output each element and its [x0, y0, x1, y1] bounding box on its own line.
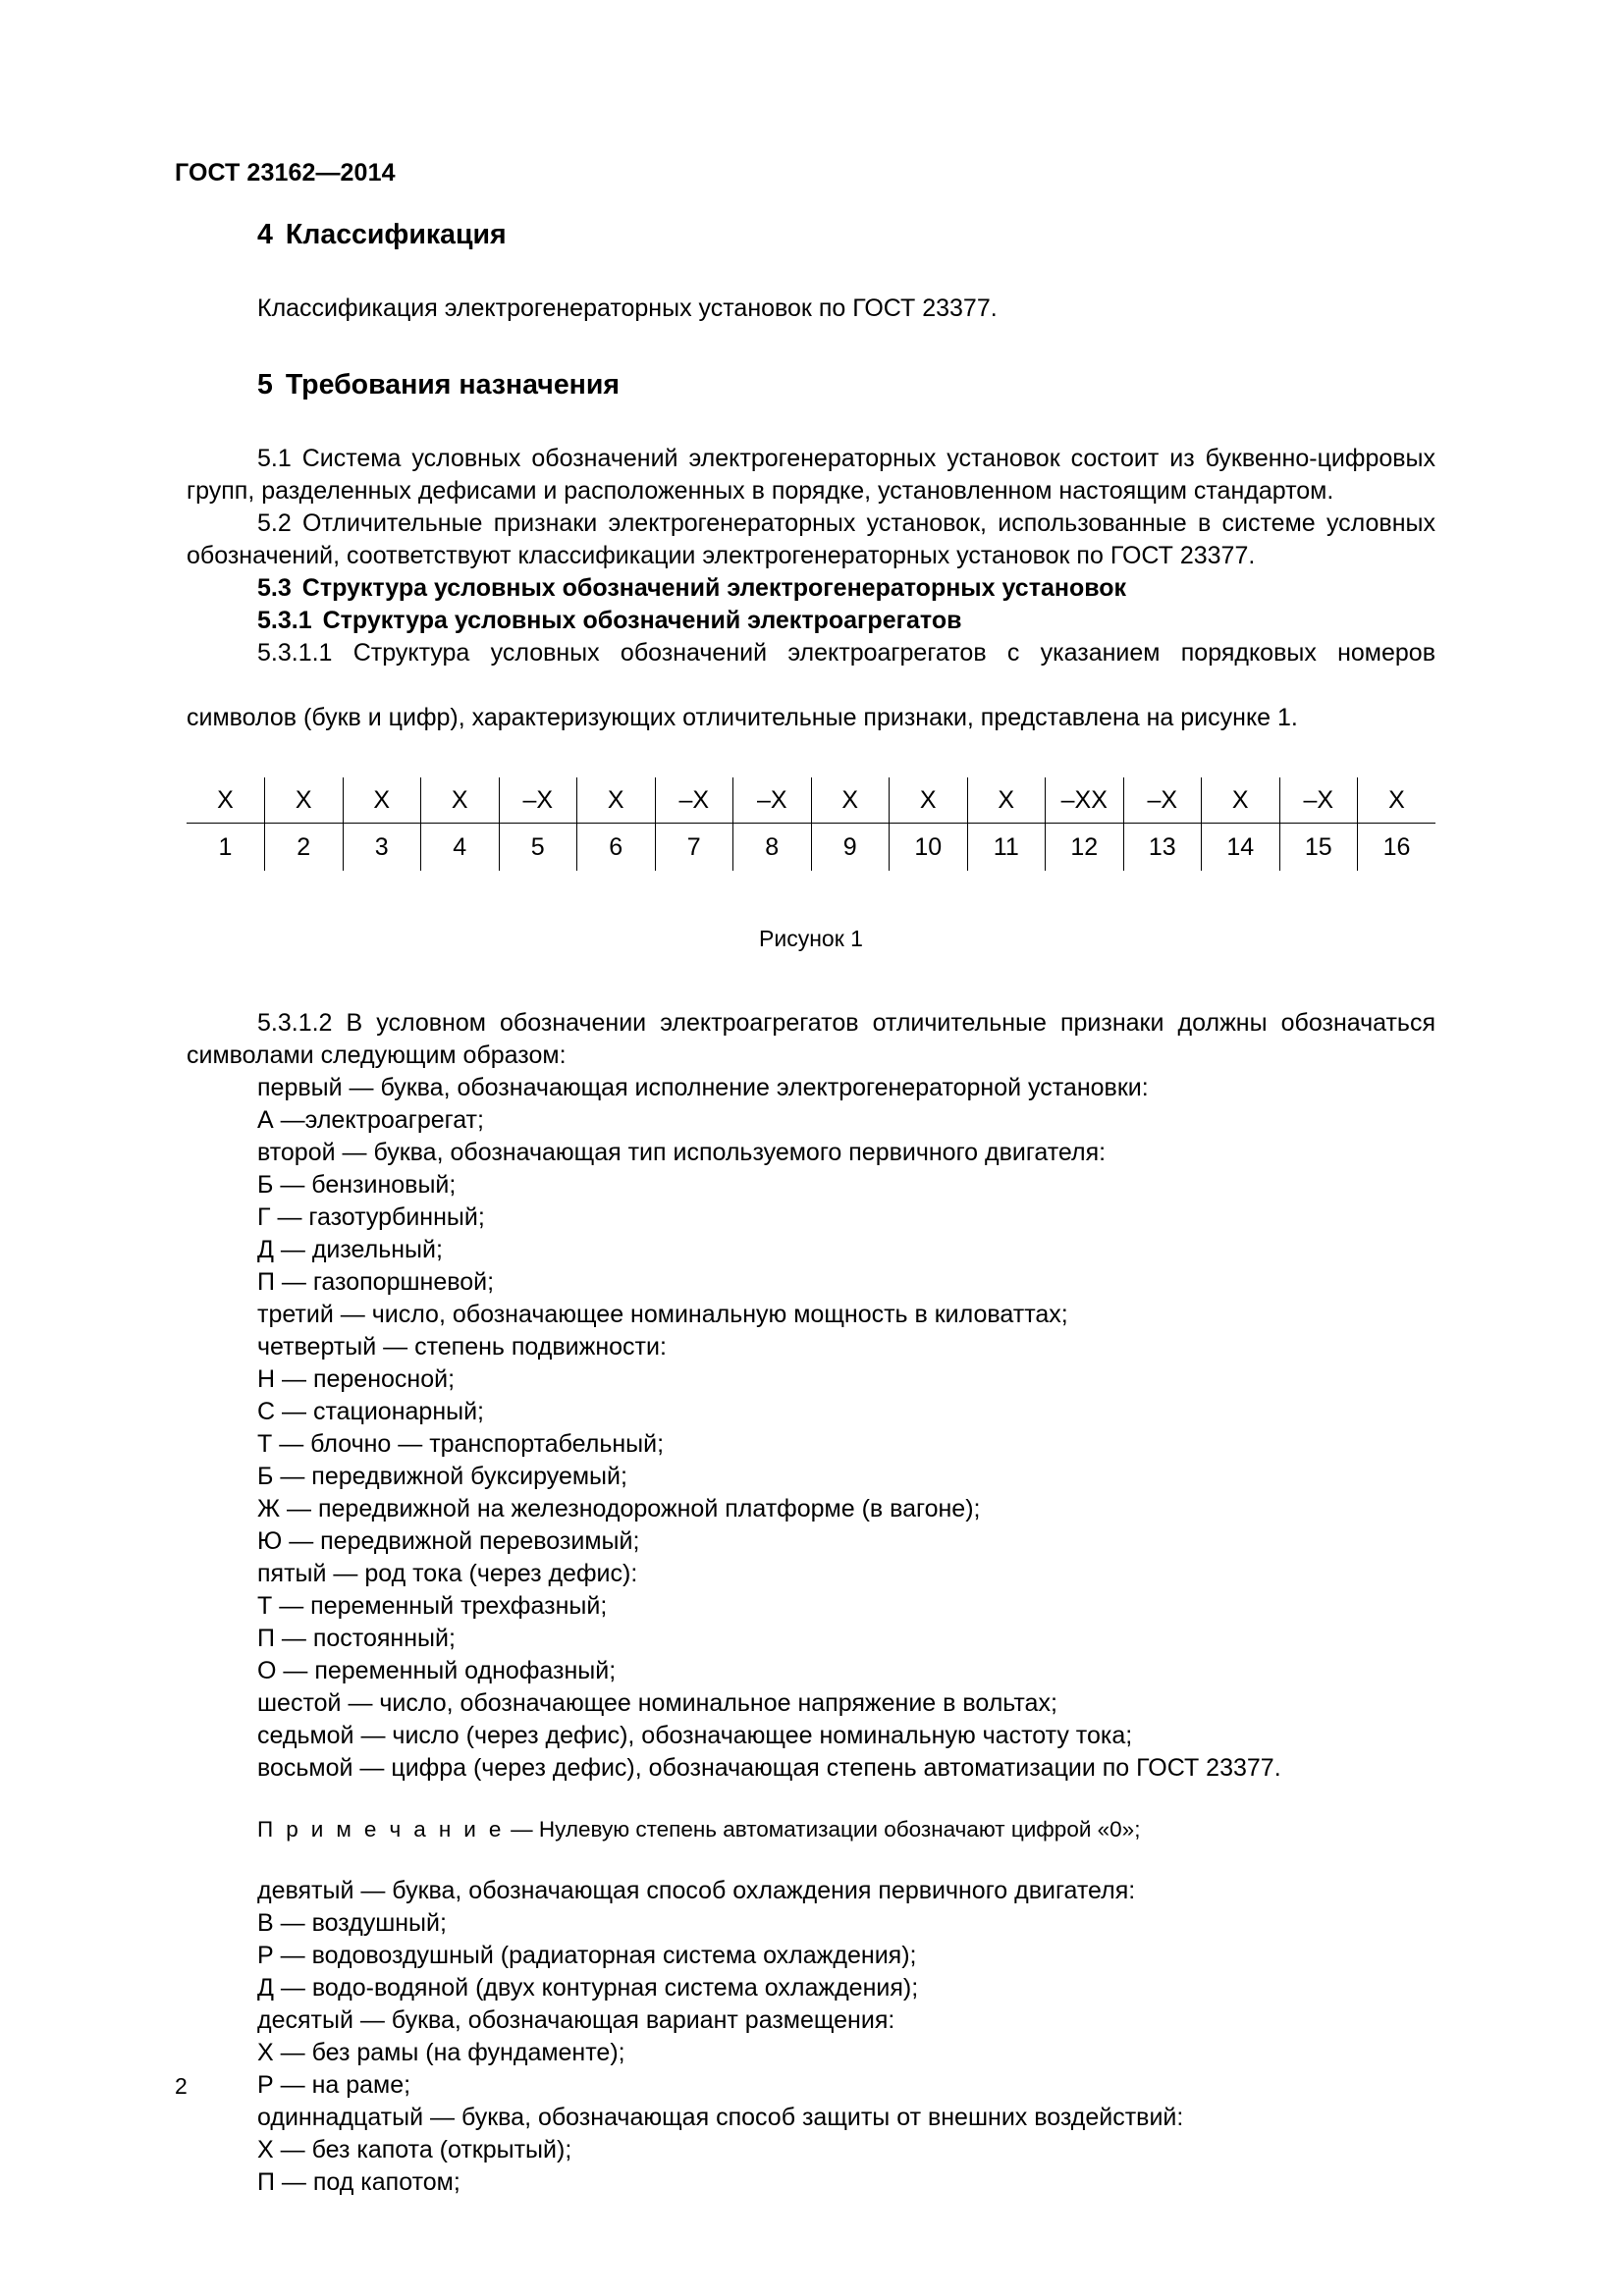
paragraph-5-3-1-2: 5.3.1.2 В условном обозначении электроагрегатов отличительные признаки должны обозначаться символами следующим образом: — [187, 1009, 1435, 1070]
symbol-cell: X — [890, 777, 968, 824]
symbol-cell: X — [421, 777, 500, 824]
heading-section-4-title: Классификация — [285, 219, 507, 250]
position-cell: 5 — [499, 824, 577, 872]
page-content — [187, 218, 1435, 2199]
symbol-cell: –X — [655, 777, 733, 824]
list-item: Б — передвижной буксируемый; — [257, 1463, 627, 1491]
list-item: Д — водо-водяной (двух контурная система охлаждения); — [257, 1974, 919, 2002]
list-item: Р — на раме; — [257, 2071, 411, 2100]
list-item: пятый — род тока (через дефис): — [257, 1560, 638, 1588]
paragraph-5-2: 5.2 Отличительные признаки электрогенераторных установок, использованные в системе условных обозначений, соответствуют классификации электрогенераторных установок по ГОСТ 23377. — [187, 509, 1435, 570]
heading-5-3-number: 5.3 — [257, 574, 292, 603]
symbol-cell: X — [1202, 777, 1280, 824]
position-cell: 14 — [1202, 824, 1280, 872]
list-item: восьмой — цифра (через дефис), обозначающая степень автоматизации по ГОСТ 23377. — [257, 1754, 1281, 1783]
list-item: Ю — передвижной перевозимый; — [257, 1527, 640, 1556]
heading-section-4 — [187, 218, 1435, 251]
list-item: шестой — число, обозначающее номинальное напряжение в вольтах; — [257, 1689, 1057, 1718]
symbol-cell: X — [1358, 777, 1436, 824]
symbol-cell: –X — [499, 777, 577, 824]
table-row-positions — [187, 824, 1435, 872]
symbol-cell: X — [811, 777, 890, 824]
definition-list-first — [187, 1072, 1435, 1785]
symbol-cell: X — [967, 777, 1046, 824]
list-item: Д — дизельный; — [257, 1236, 443, 1264]
list-item: О — переменный однофазный; — [257, 1657, 617, 1685]
list-item: П — газопоршневой; — [257, 1268, 495, 1297]
symbol-cell: –X — [1279, 777, 1358, 824]
symbol-cell: X — [187, 777, 265, 824]
position-cell: 9 — [811, 824, 890, 872]
position-cell: 15 — [1279, 824, 1358, 872]
note-block — [187, 1814, 1435, 1845]
heading-5-3-1 — [187, 605, 1435, 637]
symbol-cell: –X — [733, 777, 812, 824]
heading-5-3 — [187, 572, 1435, 605]
list-item: Т — блочно — транспортабельный; — [257, 1430, 665, 1459]
paragraph-5-3-1-1-line-2: символов (букв и цифр), характеризующих отличительные признаки, представлена на рисунке 1. — [187, 704, 1298, 732]
heading-section-5 — [187, 368, 1435, 401]
paragraph-section-4-body: Классификация электрогенераторных установок по ГОСТ 23377. — [257, 294, 998, 323]
heading-section-5-number: 5 — [257, 369, 273, 401]
symbol-cell: –XX — [1046, 777, 1124, 824]
position-cell: 13 — [1123, 824, 1202, 872]
note-text: — Нулевую степень автоматизации обозначают цифрой «0»; — [504, 1817, 1141, 1842]
list-item: седьмой — число (через дефис), обозначающее номинальную частоту тока; — [257, 1722, 1133, 1750]
position-cell: 6 — [577, 824, 656, 872]
list-item: девятый — буква, обозначающая способ охлаждения первичного двигателя: — [257, 1877, 1136, 1905]
list-item: П — под капотом; — [257, 2168, 460, 2197]
symbol-cell: X — [265, 777, 344, 824]
list-item: третий — число, обозначающее номинальную мощность в киловаттах; — [257, 1301, 1068, 1329]
table-row-symbols — [187, 777, 1435, 824]
page-number: 2 — [175, 2073, 188, 2099]
list-item: Х — без рамы (на фундаменте); — [257, 2039, 625, 2067]
list-item: Н — переносной; — [257, 1365, 456, 1394]
position-cell: 16 — [1358, 824, 1436, 872]
position-cell: 2 — [265, 824, 344, 872]
note-label: П р и м е ч а н и е — [257, 1817, 505, 1842]
list-item: А —электроагрегат; — [257, 1106, 484, 1135]
position-cell: 10 — [890, 824, 968, 872]
position-cell: 7 — [655, 824, 733, 872]
list-item: одиннадцатый — буква, обозначающая способ защиты от внешних воздействий: — [257, 2104, 1184, 2132]
position-cell: 1 — [218, 832, 233, 861]
symbol-cell: X — [577, 777, 656, 824]
paragraph-5-3-1-1-line-1: 5.3.1.1 Структура условных обозначений электроагрегатов с указанием порядковых номеров — [257, 639, 1435, 667]
list-item: десятый — буква, обозначающая вариант размещения: — [257, 2006, 895, 2035]
list-item: Т — переменный трехфазный; — [257, 1592, 608, 1621]
definition-list-second — [187, 1875, 1435, 2199]
list-item: Х — без капота (открытый); — [257, 2136, 572, 2164]
position-cell: 4 — [421, 824, 500, 872]
heading-section-5-title: Требования назначения — [285, 369, 621, 401]
list-item: Р — водовоздушный (радиаторная система охлаждения); — [257, 1942, 917, 1970]
position-cell: 11 — [967, 824, 1046, 872]
running-header: ГОСТ 23162—2014 — [175, 159, 396, 187]
list-item: Б — бензиновый; — [257, 1171, 457, 1200]
position-cell: 3 — [343, 824, 421, 872]
list-item: В — воздушный; — [257, 1909, 447, 1938]
list-item: второй — буква, обозначающая тип используемого первичного двигателя: — [257, 1139, 1107, 1167]
list-item: С — стационарный; — [257, 1398, 485, 1426]
position-cell: 8 — [733, 824, 812, 872]
position-cell: 12 — [1046, 824, 1124, 872]
list-item: П — постоянный; — [257, 1625, 456, 1653]
list-item: Ж — передвижной на железнодорожной платформе (в вагоне); — [257, 1495, 981, 1523]
symbol-cell: X — [343, 777, 421, 824]
figure-1 — [187, 777, 1435, 952]
heading-section-4-number: 4 — [257, 219, 273, 250]
figure-1-caption: Рисунок 1 — [759, 926, 863, 952]
list-item: Г — газотурбинный; — [257, 1203, 485, 1232]
heading-5-3-1-title: Структура условных обозначений электроагрегатов — [322, 607, 962, 635]
list-item: первый — буква, обозначающая исполнение электрогенераторной установки: — [257, 1074, 1149, 1102]
list-item: четвертый — степень подвижности: — [257, 1333, 667, 1362]
heading-5-3-1-number: 5.3.1 — [257, 607, 312, 635]
paragraph-5-1: 5.1 Система условных обозначений электрогенераторных установок состоит из буквенно-цифровых групп, разделенных дефисами и расположенных в порядке, установленном настоящим стандартом. — [187, 445, 1435, 506]
symbol-cell: –X — [1123, 777, 1202, 824]
heading-5-3-title: Структура условных обозначений электрогенераторных установок — [301, 574, 1127, 603]
symbol-structure-table — [187, 777, 1435, 871]
